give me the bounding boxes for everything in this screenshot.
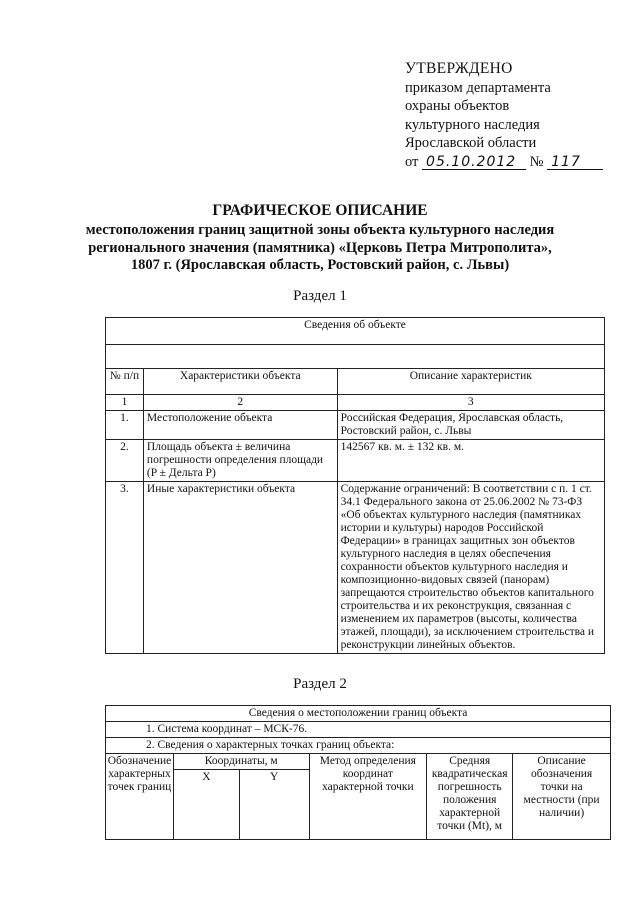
coordinate-system: 1. Система координат – МСК-76. bbox=[106, 722, 611, 738]
table-caption: Сведения об объекте bbox=[106, 318, 605, 345]
row-characteristic: Местоположение объекта bbox=[143, 411, 337, 440]
table-row bbox=[106, 440, 605, 482]
header-marker: Описание обозначения точки на местности (при наличии) bbox=[513, 754, 611, 840]
document-title: ГРАФИЧЕСКОЕ ОПИСАНИЕ bbox=[212, 202, 428, 219]
header-num: № п/п bbox=[106, 369, 144, 395]
index-cell: 1 bbox=[106, 395, 144, 411]
row-description: 142567 кв. м. ± 132 кв. м. bbox=[337, 440, 604, 482]
row-num: 3. bbox=[106, 482, 144, 654]
approval-line: культурного наследия bbox=[405, 116, 540, 133]
section1-title: Раздел 1 bbox=[293, 288, 347, 304]
row-num: 2. bbox=[106, 440, 144, 482]
table-row bbox=[106, 482, 605, 654]
approval-block bbox=[405, 60, 603, 171]
handwritten-number: 117 bbox=[547, 155, 603, 170]
date-prefix: от bbox=[405, 153, 419, 170]
subtitle-line: местоположения границ защитной зоны объекта культурного наследия bbox=[85, 222, 555, 238]
header-characteristic: Характеристики объекта bbox=[143, 369, 337, 395]
row-description: Содержание ограничений: В соответствии с п. 1 ст. 34.1 Федерального закона от 25.06.2002 № 73-ФЗ «Об объектах культурного наследия (памятниках истории и культуры) народов Российской Федерации» в границах защитных зон объектов культурного наследия в целях обеспечения сохранности объектов культурного наследия и композиционно-видовых связей (панорам) запрещаются строительство объектов капитального строительства и их реконструкция, связанная с изменением их параметров (высоты, количества этажей, площади), за исключением строительства и реконструкции линейных объектов. bbox=[337, 482, 604, 654]
header-y: Y bbox=[239, 770, 309, 840]
approval-date-line bbox=[405, 153, 603, 172]
header-method: Метод определения координат характерной точки bbox=[309, 754, 427, 840]
subtitle-line: 1807 г. (Ярославская область, Ростовский район, с. Львы) bbox=[130, 257, 510, 273]
table-caption: Сведения о местоположении границ объекта bbox=[106, 706, 611, 722]
header-coordinates: Координаты, м bbox=[173, 754, 309, 770]
approval-title: УТВЕРЖДЕНО bbox=[405, 60, 513, 77]
row-description: Российская Федерация, Ярославская область, Ростовский район, с. Львы bbox=[337, 411, 604, 440]
approval-line: приказом департамента bbox=[405, 79, 551, 96]
handwritten-date: 05.10.2012 bbox=[422, 155, 526, 170]
empty-row bbox=[106, 345, 605, 369]
index-cell: 3 bbox=[337, 395, 604, 411]
header-description: Описание характеристик bbox=[337, 369, 604, 395]
document-subtitle bbox=[60, 222, 580, 275]
header-error: Средняя квадратическая погрешность положения характерной точки (Mt), м bbox=[427, 754, 513, 840]
row-num: 1. bbox=[106, 411, 144, 440]
section2-title: Раздел 2 bbox=[293, 676, 347, 692]
header-designation: Обозначение характерных точек границ bbox=[106, 754, 174, 840]
header-x: X bbox=[173, 770, 239, 840]
row-characteristic: Иные характеристики объекта bbox=[143, 482, 337, 654]
approval-line: охраны объектов bbox=[405, 98, 510, 114]
points-intro: 2. Сведения о характерных точках границ объекта: bbox=[106, 738, 611, 754]
number-prefix: № bbox=[529, 153, 544, 170]
row-characteristic: Площадь объекта ± величина погрешности определения площади (P ± Дельта P) bbox=[143, 440, 337, 482]
subtitle-line: регионального значения (памятника) «Церковь Петра Митрополита», bbox=[88, 239, 552, 256]
index-cell: 2 bbox=[143, 395, 337, 411]
table-row bbox=[106, 411, 605, 440]
object-info-table bbox=[105, 317, 605, 654]
approval-line: Ярославской области bbox=[405, 135, 537, 151]
boundary-points-table bbox=[105, 705, 611, 840]
